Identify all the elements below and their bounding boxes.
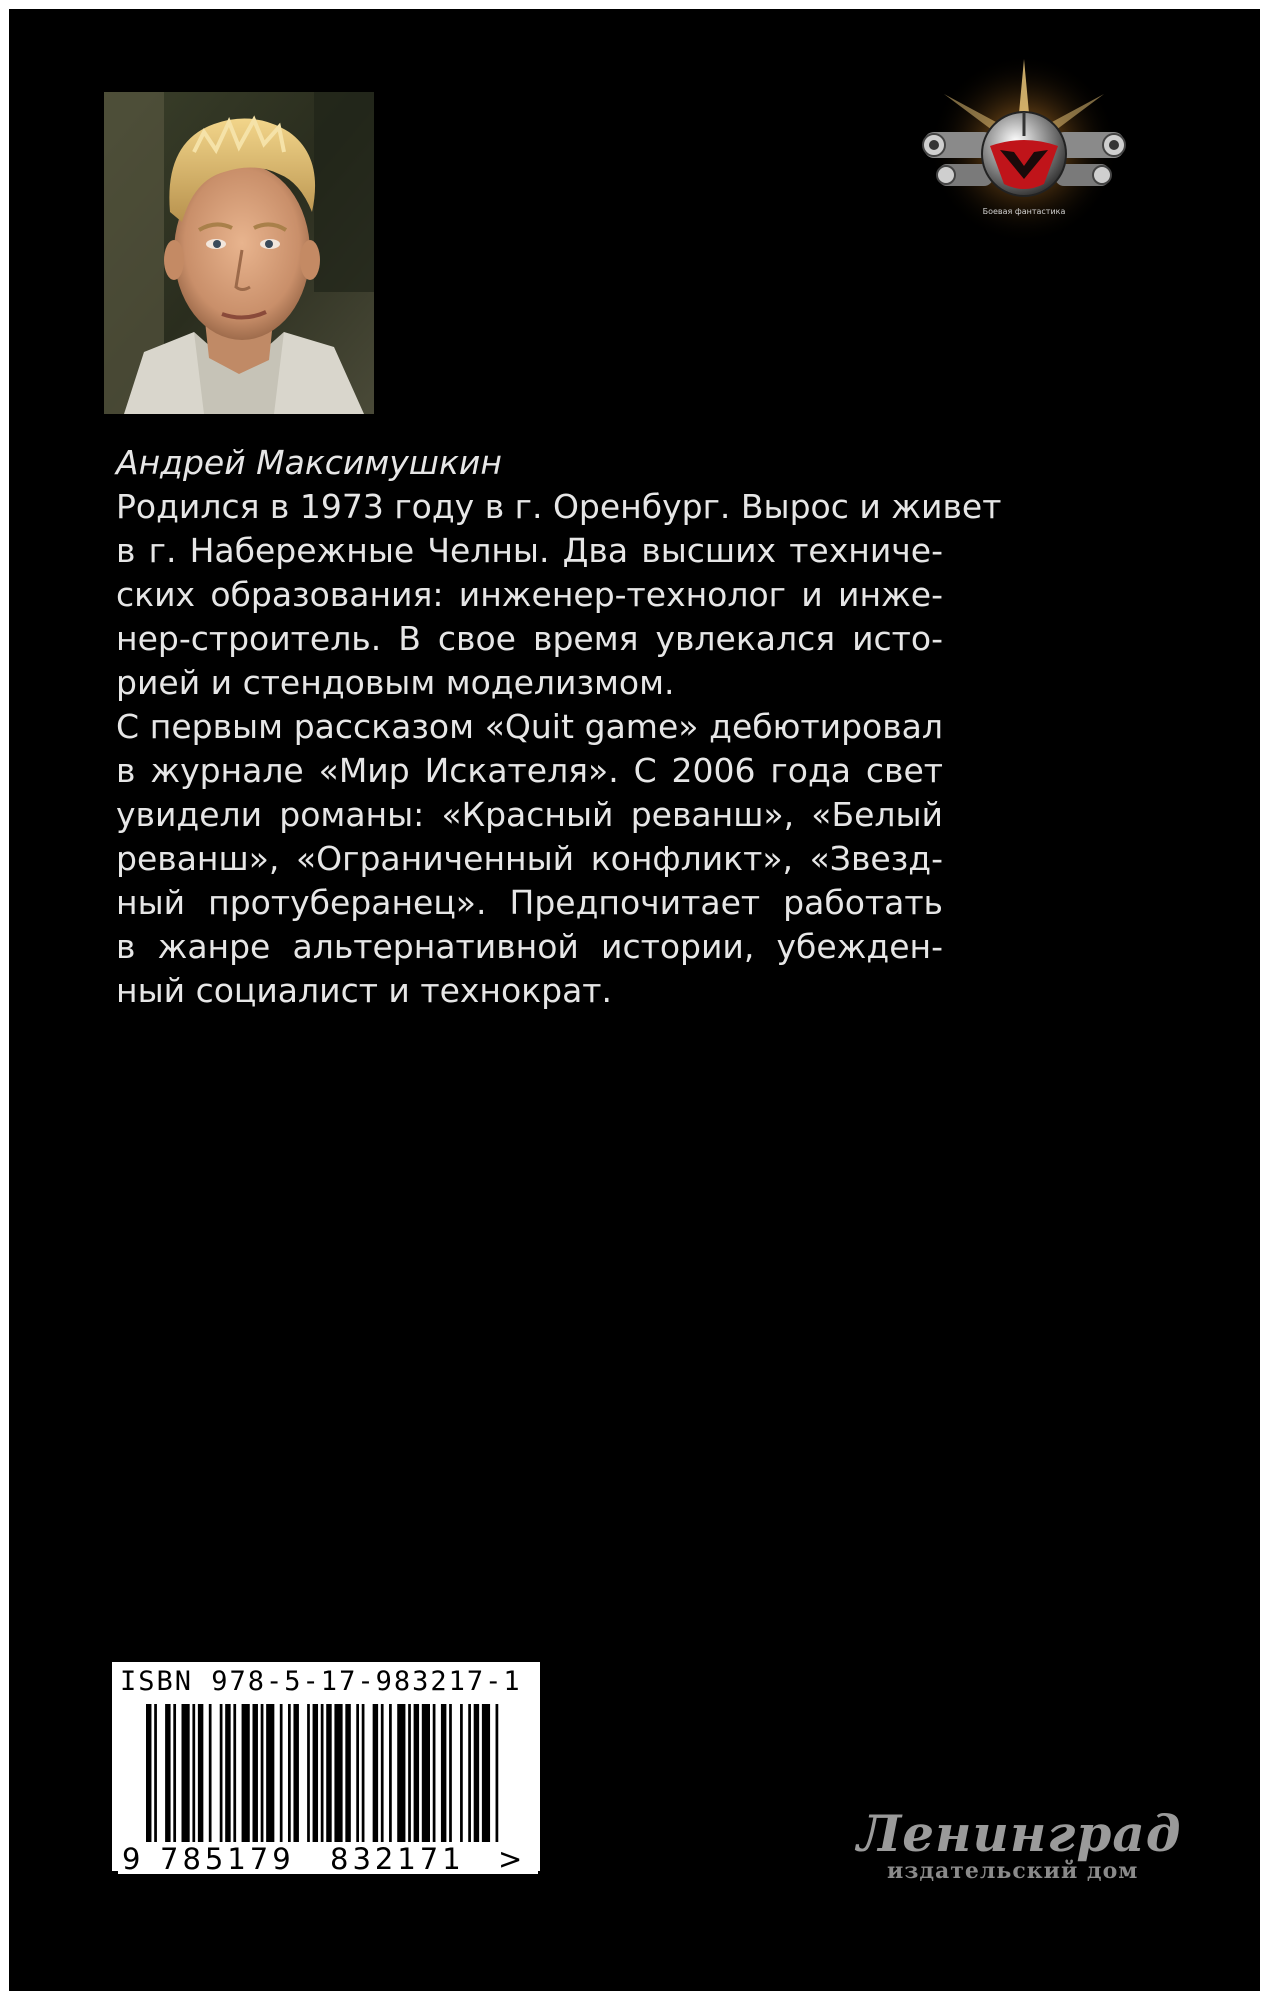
- barcode-bar: [280, 1704, 283, 1856]
- bio-line: ный социалист и технократ.: [116, 971, 612, 1010]
- barcode-bar: [408, 1704, 411, 1856]
- bio-line: Родился в 1973 году в г. Оренбург. Вырос и живет: [116, 487, 1002, 526]
- barcode-bar: [165, 1704, 170, 1856]
- barcode-bar: [209, 1704, 212, 1856]
- publisher-name: Ленинград: [857, 1804, 1182, 1863]
- bio-line: в журнале «Мир Искателя». С 2006 года свет: [116, 751, 943, 790]
- bio-line: реванш», «Ограниченный конфликт», «Звезд-: [116, 839, 943, 878]
- barcode-bar: [345, 1704, 350, 1856]
- barcode-bar: [496, 1704, 499, 1856]
- back-cover: [9, 9, 1260, 1991]
- author-photo: [104, 92, 374, 414]
- series-logo: [904, 54, 1144, 269]
- barcode-bar: [321, 1704, 324, 1856]
- barcode-bar: [482, 1704, 490, 1856]
- author-bio: [116, 441, 1002, 1013]
- bio-line: ный протуберанец». Предпочитает работать: [116, 883, 943, 922]
- barcode-bars: [146, 1704, 501, 1856]
- barcode-bar: [173, 1704, 176, 1856]
- barcode-bar: [334, 1704, 342, 1856]
- barcode-digits-left: 785179: [160, 1842, 295, 1876]
- publisher-logo: [857, 1804, 1187, 1894]
- isbn-barcode: [110, 1660, 542, 1876]
- barcode-bar: [474, 1704, 479, 1856]
- barcode-bar: [261, 1704, 264, 1856]
- barcode-bar: [414, 1704, 419, 1856]
- barcode-bar: [146, 1704, 151, 1856]
- barcode-bar: [288, 1704, 291, 1856]
- barcode-bar: [449, 1704, 452, 1856]
- barcode-bar: [422, 1704, 430, 1856]
- barcode-bar: [362, 1704, 365, 1856]
- barcode-bar: [381, 1704, 384, 1856]
- barcode-bar: [373, 1704, 378, 1856]
- barcode-bar: [220, 1704, 223, 1856]
- barcode-bar: [242, 1704, 250, 1856]
- bio-line: увидели романы: «Красный реванш», «Белый: [116, 795, 943, 834]
- barcode-bar: [460, 1704, 463, 1856]
- barcode-bar: [307, 1704, 310, 1856]
- barcode-bar: [182, 1704, 190, 1856]
- barcode-digits: [118, 1842, 538, 1874]
- bio-line: в жанре альтернативной истории, убежден-: [116, 927, 943, 966]
- barcode-bar: [397, 1704, 405, 1856]
- barcode-digits-right: 832171: [330, 1842, 465, 1876]
- bio-line: рией и стендовым моделизмом.: [116, 663, 675, 702]
- barcode-bar: [389, 1704, 392, 1856]
- barcode-bar: [441, 1704, 446, 1856]
- bio-line: нер-строитель. В свое время увлекался исто-: [116, 619, 943, 658]
- svg-text:Боевая фантастика: Боевая фантастика: [982, 207, 1066, 216]
- barcode-arrow: >: [498, 1842, 523, 1876]
- barcode-bar: [233, 1704, 236, 1856]
- barcode-bar: [225, 1704, 230, 1856]
- bio-line: ских образования: инженер-технолог и инже-: [116, 575, 943, 614]
- barcode-bar: [192, 1704, 195, 1856]
- barcode-bar: [433, 1704, 436, 1856]
- barcode-bar: [253, 1704, 258, 1856]
- barcode-bar: [198, 1704, 203, 1856]
- barcode-digit-first: 9: [122, 1842, 141, 1876]
- barcode-bar: [313, 1704, 318, 1856]
- barcode-bar: [154, 1704, 157, 1856]
- barcode-bar: [468, 1704, 471, 1856]
- author-name: Андрей Максимушкин: [116, 443, 502, 482]
- barcode-bar: [356, 1704, 359, 1856]
- publisher-subtitle: издательский дом: [887, 1858, 1139, 1884]
- isbn-number: ISBN 978-5-17-983217-1: [120, 1666, 522, 1697]
- barcode-bar: [293, 1704, 298, 1856]
- barcode-bar: [326, 1704, 331, 1856]
- bio-line: в г. Набережные Челны. Два высших техниче-: [116, 531, 943, 570]
- barcode-bar: [266, 1704, 274, 1856]
- bio-line: С первым рассказом «Quit game» дебютировал: [116, 707, 943, 746]
